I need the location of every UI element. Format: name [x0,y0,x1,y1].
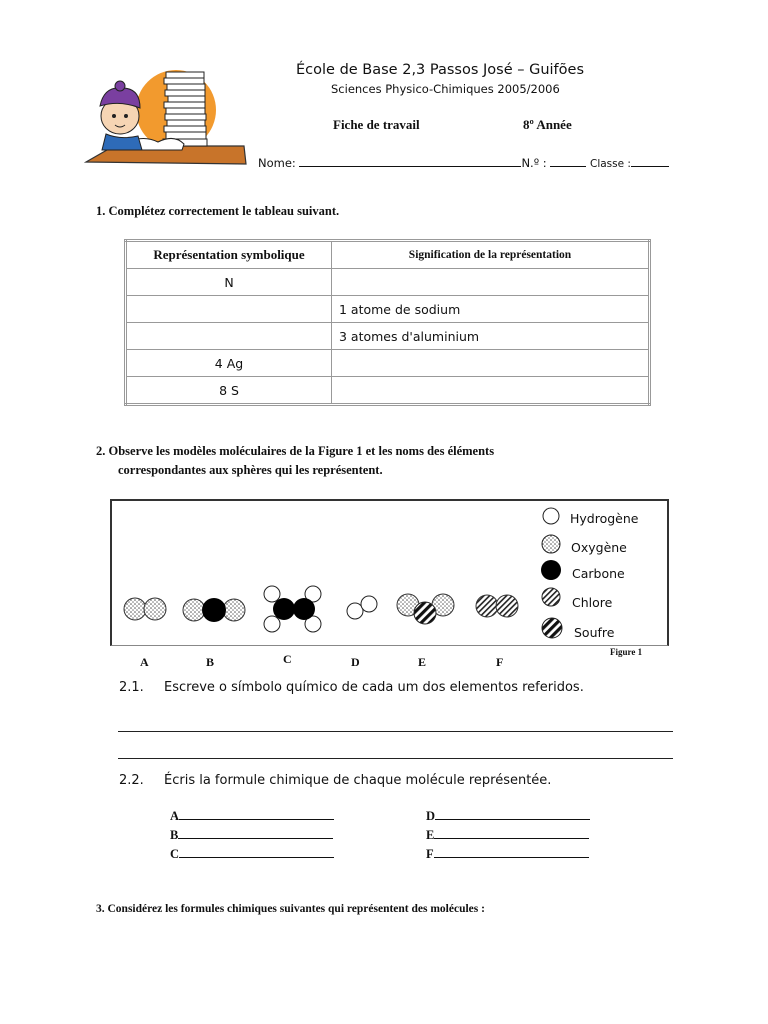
formula-row-c [170,847,334,862]
question-1-title: 1. Complétez correctement le tableau suivant. [96,204,340,218]
molecule-label-e: E [418,655,427,669]
table-cell-symbol[interactable] [126,296,332,323]
formula-field-f[interactable] [434,847,589,858]
formula-row-e [426,828,589,843]
formula-letter-d: D [426,809,436,823]
formula-row-f [426,847,589,862]
school-name: École de Base 2,3 Passos José – Guifões [296,62,585,78]
formula-row-d [426,809,590,824]
question-2-title-line2: correspondantes aux sphères qui les représentent. [118,463,383,477]
class-label: Classe : [589,158,631,170]
name-label: Nome: [258,156,296,170]
molecule-label-b: B [206,655,215,669]
answer-line-2[interactable] [118,758,673,759]
table-header-meaning: Signification de la représentation [332,241,650,269]
formula-letter-e: E [426,828,435,842]
table-row [126,350,650,377]
number-label: N.º : [521,156,547,170]
table-header-symbolic: Représentation symbolique [126,241,332,269]
table-cell-symbol[interactable]: N [126,269,332,296]
molecule-label-a: A [140,655,149,669]
formula-letter-b: B [170,828,179,842]
table-cell-symbol[interactable]: 4 Ag [126,350,332,377]
table-cell-meaning[interactable] [332,350,650,377]
formula-field-d[interactable] [435,809,590,820]
molecule-f [476,595,518,617]
formula-letter-a: A [170,809,180,823]
chlorine-legend-swatch [542,588,560,606]
formula-row-b [170,828,333,843]
question-2-2-text: Écris la formule chimique de chaque molécule représentée. [164,773,552,788]
table-cell-symbol[interactable]: 8 S [126,377,332,405]
table-cell-meaning[interactable]: 1 atome de sodium [332,296,650,323]
student-with-books-illustration [84,66,250,170]
molecule-label-f: F [496,655,504,669]
legend-sulfur: Soufre [574,625,615,640]
molecule-label-c: C [283,652,292,666]
question-3-title: 3. Considérez les formules chimiques suivantes qui représentent des molécules : [96,903,485,915]
question-2-2-number: 2.2. [119,773,144,788]
formula-letter-f: F [426,847,434,861]
name-field[interactable] [299,156,521,167]
oxygen-legend-swatch [542,535,560,553]
molecule-e [397,594,454,624]
legend-chlorine: Chlore [572,595,613,610]
legend-hydrogen: Hydrogène [570,511,639,526]
legend-oxygen: Oxygène [571,540,627,555]
table-cell-meaning[interactable] [332,377,650,405]
hydrogen-legend-swatch [543,508,559,524]
number-field[interactable] [550,156,586,167]
table-cell-meaning[interactable] [332,269,650,296]
table-cell-symbol[interactable] [126,323,332,350]
molecule-c [264,586,321,632]
table-header-row [126,241,650,269]
question-2-title-line1: 2. Observe les modèles moléculaires de la Figure 1 et les noms des éléments [96,444,495,458]
answer-line-1[interactable] [118,731,673,732]
table-row [126,296,650,323]
subject-title: Sciences Physico-Chimiques 2005/2006 [331,82,560,96]
molecule-b [183,598,245,622]
table-row [126,269,650,296]
question-2-1-text: Escreve o símbolo químico de cada um dos elementos referidos. [164,680,584,695]
carbon-legend-swatch [541,560,561,580]
molecule-label-d: D [351,655,360,669]
symbol-table [124,239,651,406]
formula-field-c[interactable] [179,847,334,858]
question-2-1-number: 2.1. [119,680,144,695]
table-row [126,377,650,405]
formula-field-b[interactable] [178,828,333,839]
formula-letter-c: C [170,847,180,861]
formula-row-a [170,809,334,824]
grade-label: 8º Année [523,117,572,132]
legend-carbon: Carbone [572,566,625,581]
student-info-row [258,156,669,170]
worksheet-title: Fiche de travail [333,117,420,132]
sulfur-legend-swatch [542,618,562,638]
formula-field-a[interactable] [179,809,334,820]
table-row [126,323,650,350]
formula-field-e[interactable] [434,828,589,839]
table-cell-meaning[interactable]: 3 atomes d'aluminium [332,323,650,350]
figure-caption: Figure 1 [610,647,643,657]
class-field[interactable] [631,156,669,167]
molecule-d [347,596,377,619]
molecule-a [124,598,166,620]
